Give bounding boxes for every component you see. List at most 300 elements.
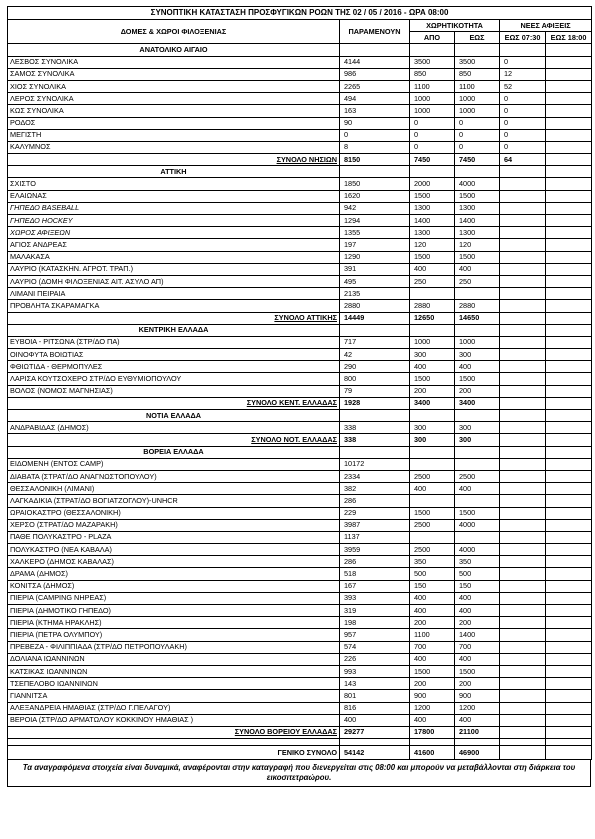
arrivals-0730-cell: 64 — [500, 154, 546, 166]
capacity-from-cell: 2500 — [410, 519, 455, 531]
arrivals-1800-cell — [546, 227, 592, 239]
grand-total-remaining: 54142 — [340, 746, 410, 760]
capacity-from-cell: 200 — [410, 678, 455, 690]
remaining-cell: 286 — [340, 495, 410, 507]
arrivals-1800-cell — [546, 312, 592, 324]
structure-name: ΔΡΑΜΑ (ΔΗΜΟΣ) — [8, 568, 340, 580]
arrivals-0730-cell: 0 — [500, 141, 546, 153]
structure-name: ΑΓΙΟΣ ΑΝΔΡΕΑΣ — [8, 239, 340, 251]
structure-name: ΣΑΜΟΣ ΣΥΝΟΛΙΚΑ — [8, 68, 340, 80]
empty-cell — [340, 324, 410, 336]
section-row — [8, 44, 592, 56]
remaining-cell: 1294 — [340, 215, 410, 227]
table-row — [8, 251, 592, 263]
capacity-from-cell: 0 — [410, 129, 455, 141]
arrivals-1800-cell — [546, 641, 592, 653]
capacity-to-cell: 120 — [455, 239, 500, 251]
table-row — [8, 495, 592, 507]
capacity-to-cell: 400 — [455, 592, 500, 604]
arrivals-0730-cell: 0 — [500, 93, 546, 105]
capacity-from-cell: 150 — [410, 580, 455, 592]
structure-name: ΠΙΕΡΙΑ (ΠΕΤΡΑ ΟΛΥΜΠΟΥ) — [8, 629, 340, 641]
table-row — [8, 190, 592, 202]
remaining-cell: 79 — [340, 385, 410, 397]
capacity-to-cell: 7450 — [455, 154, 500, 166]
subtotal-row — [8, 726, 592, 738]
spacer-row — [8, 739, 592, 746]
grand-total-arr-1800 — [546, 746, 592, 760]
empty-cell — [455, 44, 500, 56]
structure-name: ΛΑΓΚΑΔΙΚΙΑ (ΣΤΡΑΤ/ΔΟ ΒΟΓΙΑΤΖΟΓΛΟΥ)-UNHCR — [8, 495, 340, 507]
table-row — [8, 531, 592, 543]
arrivals-1800-cell — [546, 141, 592, 153]
table-row — [8, 507, 592, 519]
structure-name: ΠΙΕΡΙΑ (ΚΤΗΜΑ ΗΡΑΚΛΗΣ) — [8, 617, 340, 629]
subtotal-label: ΣΥΝΟΛΟ ΒΟΡΕΙΟΥ ΕΛΛΑΔΑΣ — [8, 726, 340, 738]
section-label: ΝΟΤΙΑ ΕΛΛΑΔΑ — [8, 410, 340, 422]
arrivals-0730-cell — [500, 300, 546, 312]
empty-cell — [340, 446, 410, 458]
arrivals-1800-cell — [546, 531, 592, 543]
arrivals-0730-cell — [500, 653, 546, 665]
capacity-to-cell: 1500 — [455, 507, 500, 519]
empty-cell — [546, 410, 592, 422]
arrivals-0730-cell — [500, 458, 546, 470]
capacity-to-cell: 1500 — [455, 373, 500, 385]
section-row — [8, 324, 592, 336]
capacity-from-cell: 17800 — [410, 726, 455, 738]
subtotal-label: ΣΥΝΟΛΟ ΝΟΤ. ΕΛΛΑΔΑΣ — [8, 434, 340, 446]
arrivals-0730-cell — [500, 483, 546, 495]
remaining-cell: 319 — [340, 605, 410, 617]
arrivals-0730-cell — [500, 641, 546, 653]
arrivals-0730-cell — [500, 190, 546, 202]
remaining-cell: 1290 — [340, 251, 410, 263]
remaining-cell: 494 — [340, 93, 410, 105]
section-row — [8, 446, 592, 458]
capacity-from-cell: 0 — [410, 141, 455, 153]
empty-cell — [410, 446, 455, 458]
empty-cell — [410, 324, 455, 336]
header-capacity: ΧΩΡΗΤΙΚΟΤΗΤΑ — [410, 20, 500, 32]
capacity-from-cell: 400 — [410, 483, 455, 495]
arrivals-0730-cell — [500, 592, 546, 604]
arrivals-1800-cell — [546, 117, 592, 129]
capacity-from-cell: 200 — [410, 617, 455, 629]
empty-cell — [340, 166, 410, 178]
section-label: ΚΕΝΤΡΙΚΗ ΕΛΛΑΔΑ — [8, 324, 340, 336]
remaining-cell: 816 — [340, 702, 410, 714]
subtotal-row — [8, 154, 592, 166]
arrivals-0730-cell — [500, 665, 546, 677]
remaining-cell: 986 — [340, 68, 410, 80]
capacity-to-cell: 300 — [455, 422, 500, 434]
grand-total-arr-0730 — [500, 746, 546, 760]
capacity-from-cell: 400 — [410, 653, 455, 665]
capacity-from-cell: 1500 — [410, 190, 455, 202]
remaining-cell: 290 — [340, 361, 410, 373]
capacity-from-cell: 120 — [410, 239, 455, 251]
empty-cell — [455, 410, 500, 422]
structure-name: ΕΛΑΙΩΝΑΣ — [8, 190, 340, 202]
table-row — [8, 702, 592, 714]
table-row — [8, 80, 592, 92]
arrivals-0730-cell — [500, 349, 546, 361]
table-row — [8, 592, 592, 604]
capacity-from-cell: 400 — [410, 605, 455, 617]
summary-table — [7, 6, 592, 760]
remaining-cell: 1355 — [340, 227, 410, 239]
table-row — [8, 653, 592, 665]
capacity-from-cell — [410, 495, 455, 507]
arrivals-0730-cell — [500, 507, 546, 519]
structure-name: ΠΡΕΒΕΖΑ - ΦΙΛΙΠΠΙΑΔΑ (ΣΤΡ/ΔΟ ΠΕΤΡΟΠΟΥΛΑΚΗ) — [8, 641, 340, 653]
capacity-to-cell: 1000 — [455, 93, 500, 105]
table-row — [8, 263, 592, 275]
arrivals-1800-cell — [546, 105, 592, 117]
capacity-to-cell — [455, 288, 500, 300]
arrivals-1800-cell — [546, 678, 592, 690]
capacity-to-cell: 2500 — [455, 470, 500, 482]
table-row — [8, 544, 592, 556]
table-row — [8, 556, 592, 568]
remaining-cell: 198 — [340, 617, 410, 629]
remaining-cell: 2334 — [340, 470, 410, 482]
capacity-to-cell: 150 — [455, 580, 500, 592]
arrivals-0730-cell — [500, 227, 546, 239]
capacity-to-cell: 1000 — [455, 105, 500, 117]
table-row — [8, 202, 592, 214]
section-row — [8, 166, 592, 178]
capacity-to-cell: 3400 — [455, 397, 500, 409]
empty-cell — [455, 166, 500, 178]
capacity-to-cell: 14650 — [455, 312, 500, 324]
capacity-to-cell: 4000 — [455, 519, 500, 531]
table-row — [8, 580, 592, 592]
remaining-cell: 163 — [340, 105, 410, 117]
empty-cell — [410, 410, 455, 422]
arrivals-0730-cell — [500, 702, 546, 714]
subtotal-label: ΣΥΝΟΛΟ ΝΗΣΙΩΝ — [8, 154, 340, 166]
arrivals-0730-cell — [500, 336, 546, 348]
table-row — [8, 678, 592, 690]
arrivals-1800-cell — [546, 397, 592, 409]
remaining-cell: 8150 — [340, 154, 410, 166]
structure-name: ΚΩΣ ΣΥΝΟΛΙΚΑ — [8, 105, 340, 117]
arrivals-0730-cell — [500, 568, 546, 580]
arrivals-0730-cell — [500, 397, 546, 409]
arrivals-0730-cell — [500, 617, 546, 629]
capacity-to-cell: 1200 — [455, 702, 500, 714]
subtotal-label: ΣΥΝΟΛΟ ΑΤΤΙΚΗΣ — [8, 312, 340, 324]
table-row — [8, 349, 592, 361]
remaining-cell: 382 — [340, 483, 410, 495]
arrivals-1800-cell — [546, 361, 592, 373]
remaining-cell: 338 — [340, 422, 410, 434]
arrivals-0730-cell: 0 — [500, 117, 546, 129]
header-capacity-to: ΕΩΣ — [455, 32, 500, 44]
remaining-cell: 942 — [340, 202, 410, 214]
empty-cell — [500, 410, 546, 422]
subtotal-row — [8, 312, 592, 324]
capacity-to-cell: 0 — [455, 141, 500, 153]
table-row — [8, 568, 592, 580]
arrivals-1800-cell — [546, 56, 592, 68]
arrivals-0730-cell — [500, 605, 546, 617]
remaining-cell: 90 — [340, 117, 410, 129]
capacity-from-cell: 2000 — [410, 178, 455, 190]
arrivals-0730-cell — [500, 251, 546, 263]
arrivals-0730-cell — [500, 288, 546, 300]
empty-cell — [455, 324, 500, 336]
capacity-to-cell — [455, 531, 500, 543]
section-label: ΑΤΤΙΚΗ — [8, 166, 340, 178]
capacity-to-cell: 4000 — [455, 544, 500, 556]
table-row — [8, 519, 592, 531]
structure-name: ΚΑΤΣΙΚΑΣ ΙΩΑΝΝΙΝΩΝ — [8, 665, 340, 677]
capacity-from-cell: 1300 — [410, 202, 455, 214]
capacity-to-cell: 1500 — [455, 665, 500, 677]
arrivals-0730-cell — [500, 690, 546, 702]
arrivals-1800-cell — [546, 300, 592, 312]
arrivals-0730-cell — [500, 519, 546, 531]
remaining-cell: 143 — [340, 678, 410, 690]
empty-cell — [340, 44, 410, 56]
table-row — [8, 617, 592, 629]
arrivals-0730-cell — [500, 531, 546, 543]
table-row — [8, 714, 592, 726]
capacity-from-cell: 400 — [410, 592, 455, 604]
capacity-from-cell: 2500 — [410, 470, 455, 482]
structure-name: ΔΟΛΙΑΝΑ ΙΩΑΝΝΙΝΩΝ — [8, 653, 340, 665]
subtotal-row — [8, 397, 592, 409]
empty-cell — [340, 410, 410, 422]
remaining-cell: 42 — [340, 349, 410, 361]
capacity-to-cell: 1000 — [455, 336, 500, 348]
table-row — [8, 422, 592, 434]
remaining-cell: 717 — [340, 336, 410, 348]
table-row — [8, 215, 592, 227]
remaining-cell: 993 — [340, 665, 410, 677]
structure-name: ΛΑΥΡΙΟ (ΔΟΜΗ ΦΙΛΟΞΕΝΙΑΣ ΑΙΤ. ΑΣΥΛΟ ΑΠ) — [8, 275, 340, 287]
structure-name: ΜΕΓΙΣΤΗ — [8, 129, 340, 141]
capacity-to-cell: 1500 — [455, 190, 500, 202]
table-row — [8, 68, 592, 80]
structure-name: ΕΥΒΟΙΑ - ΡΙΤΣΩΝΑ (ΣΤΡ/ΔΟ ΠΑ) — [8, 336, 340, 348]
arrivals-1800-cell — [546, 373, 592, 385]
arrivals-1800-cell — [546, 617, 592, 629]
capacity-from-cell: 900 — [410, 690, 455, 702]
capacity-from-cell: 1100 — [410, 80, 455, 92]
arrivals-1800-cell — [546, 605, 592, 617]
capacity-to-cell: 400 — [455, 605, 500, 617]
table-row — [8, 300, 592, 312]
table-body — [8, 44, 592, 739]
table-row — [8, 385, 592, 397]
title-row — [8, 7, 592, 20]
remaining-cell: 1928 — [340, 397, 410, 409]
table-row — [8, 275, 592, 287]
empty-cell — [410, 166, 455, 178]
empty-cell — [546, 446, 592, 458]
arrivals-1800-cell — [546, 178, 592, 190]
arrivals-0730-cell — [500, 215, 546, 227]
capacity-from-cell: 1500 — [410, 373, 455, 385]
empty-cell — [500, 44, 546, 56]
arrivals-1800-cell — [546, 239, 592, 251]
arrivals-1800-cell — [546, 665, 592, 677]
structure-name: ΧΕΡΣΟ (ΣΤΡΑΤ/ΔΟ ΜΑΖΑΡΑΚΗ) — [8, 519, 340, 531]
capacity-from-cell: 1100 — [410, 629, 455, 641]
capacity-to-cell: 350 — [455, 556, 500, 568]
capacity-to-cell: 4000 — [455, 178, 500, 190]
structure-name: ΠΡΟΒΛΗΤΑ ΣΚΑΡΑΜΑΓΚΑ — [8, 300, 340, 312]
structure-name: ΛΕΣΒΟΣ ΣΥΝΟΛΙΚΑ — [8, 56, 340, 68]
arrivals-1800-cell — [546, 68, 592, 80]
remaining-cell: 2135 — [340, 288, 410, 300]
arrivals-0730-cell — [500, 263, 546, 275]
capacity-to-cell: 0 — [455, 117, 500, 129]
capacity-to-cell: 1300 — [455, 227, 500, 239]
arrivals-0730-cell — [500, 544, 546, 556]
arrivals-1800-cell — [546, 336, 592, 348]
arrivals-1800-cell — [546, 568, 592, 580]
arrivals-1800-cell — [546, 507, 592, 519]
arrivals-0730-cell: 12 — [500, 68, 546, 80]
table-row — [8, 336, 592, 348]
arrivals-1800-cell — [546, 483, 592, 495]
section-row — [8, 410, 592, 422]
capacity-to-cell: 1100 — [455, 80, 500, 92]
arrivals-0730-cell — [500, 726, 546, 738]
capacity-to-cell: 1500 — [455, 251, 500, 263]
arrivals-1800-cell — [546, 288, 592, 300]
capacity-from-cell — [410, 458, 455, 470]
header-new-arrivals: ΝΕΕΣ ΑΦΙΞΕΙΣ — [500, 20, 592, 32]
structure-name: ΟΙΝΟΦΥΤΑ ΒΟΙΩΤΙΑΣ — [8, 349, 340, 361]
empty-cell — [500, 446, 546, 458]
remaining-cell: 10172 — [340, 458, 410, 470]
remaining-cell: 801 — [340, 690, 410, 702]
capacity-to-cell: 2880 — [455, 300, 500, 312]
arrivals-1800-cell — [546, 93, 592, 105]
header-arrivals-0730: ΕΩΣ 07:30 — [500, 32, 546, 44]
capacity-from-cell: 400 — [410, 361, 455, 373]
capacity-to-cell: 300 — [455, 434, 500, 446]
arrivals-0730-cell — [500, 434, 546, 446]
arrivals-1800-cell — [546, 434, 592, 446]
arrivals-0730-cell — [500, 470, 546, 482]
capacity-to-cell: 700 — [455, 641, 500, 653]
table-row — [8, 239, 592, 251]
grand-total-cap-to: 46900 — [455, 746, 500, 760]
structure-name: ΛΑΡΙΣΑ ΚΟΥΤΣΟΧΕΡΟ ΣΤΡ/ΔΟ ΕΥΘΥΜΙΟΠΟΥΛΟΥ — [8, 373, 340, 385]
remaining-cell: 574 — [340, 641, 410, 653]
remaining-cell: 2880 — [340, 300, 410, 312]
structure-name: ΧΩΡΟΣ ΑΦΙΞΕΩΝ — [8, 227, 340, 239]
capacity-from-cell — [410, 288, 455, 300]
subtotal-row — [8, 434, 592, 446]
capacity-from-cell: 400 — [410, 263, 455, 275]
table-row — [8, 665, 592, 677]
header-arrivals-1800: ΕΩΣ 18:00 — [546, 32, 592, 44]
table-row — [8, 361, 592, 373]
structure-name: ΑΝΔΡΑΒΙΔΑΣ (ΔΗΜΟΣ) — [8, 422, 340, 434]
arrivals-1800-cell — [546, 190, 592, 202]
structure-name: ΓΙΑΝΝΙΤΣΑ — [8, 690, 340, 702]
arrivals-0730-cell — [500, 629, 546, 641]
remaining-cell: 286 — [340, 556, 410, 568]
capacity-to-cell: 400 — [455, 263, 500, 275]
capacity-to-cell: 21100 — [455, 726, 500, 738]
remaining-cell: 2265 — [340, 80, 410, 92]
structure-name: ΛΙΜΑΝΙ ΠΕΙΡΑΙΑ — [8, 288, 340, 300]
remaining-cell: 800 — [340, 373, 410, 385]
remaining-cell: 167 — [340, 580, 410, 592]
remaining-cell: 518 — [340, 568, 410, 580]
structure-name: ΔΙΑΒΑΤΑ (ΣΤΡΑΤ/ΔΟ ΑΝΑΓΝΩΣΤΟΠΟΥΛΟΥ) — [8, 470, 340, 482]
capacity-from-cell: 3500 — [410, 56, 455, 68]
structure-name: ΒΟΛΟΣ (ΝΟΜΟΣ ΜΑΓΝΗΣΙΑΣ) — [8, 385, 340, 397]
arrivals-0730-cell — [500, 178, 546, 190]
remaining-cell: 495 — [340, 275, 410, 287]
arrivals-1800-cell — [546, 726, 592, 738]
table-row — [8, 93, 592, 105]
structure-name: ΚΑΛΥΜΝΟΣ — [8, 141, 340, 153]
arrivals-0730-cell — [500, 678, 546, 690]
remaining-cell: 8 — [340, 141, 410, 153]
structure-name: ΑΛΕΞΑΝΔΡΕΙΑ ΗΜΑΘΙΑΣ (ΣΤΡ/ΔΟ Γ.ΠΕΛΑΓΟΥ) — [8, 702, 340, 714]
capacity-from-cell: 2880 — [410, 300, 455, 312]
arrivals-1800-cell — [546, 385, 592, 397]
section-label: ΑΝΑΤΟΛΙΚΟ ΑΙΓΑΙΟ — [8, 44, 340, 56]
capacity-from-cell: 1500 — [410, 251, 455, 263]
arrivals-1800-cell — [546, 251, 592, 263]
capacity-to-cell: 1400 — [455, 215, 500, 227]
arrivals-1800-cell — [546, 714, 592, 726]
header-structures: ΔΟΜΕΣ & ΧΩΡΟΙ ΦΙΛΟΞΕΝΙΑΣ — [8, 20, 340, 44]
structure-name: ΛΑΥΡΙΟ (ΚΑΤΑΣΚΗΝ. ΑΓΡΟΤ. ΤΡΑΠ.) — [8, 263, 340, 275]
remaining-cell: 338 — [340, 434, 410, 446]
arrivals-1800-cell — [546, 544, 592, 556]
capacity-from-cell: 700 — [410, 641, 455, 653]
table-row — [8, 641, 592, 653]
arrivals-0730-cell — [500, 202, 546, 214]
capacity-to-cell: 250 — [455, 275, 500, 287]
remaining-cell: 197 — [340, 239, 410, 251]
grand-total-row — [8, 746, 592, 760]
capacity-from-cell: 1300 — [410, 227, 455, 239]
structure-name: ΛΕΡΟΣ ΣΥΝΟΛΙΚΑ — [8, 93, 340, 105]
capacity-to-cell: 900 — [455, 690, 500, 702]
table-row — [8, 178, 592, 190]
table-row — [8, 117, 592, 129]
section-label: ΒΟΡΕΙΑ ΕΛΛΑΔΑ — [8, 446, 340, 458]
capacity-to-cell: 300 — [455, 349, 500, 361]
table-row — [8, 227, 592, 239]
arrivals-1800-cell — [546, 690, 592, 702]
table-row — [8, 605, 592, 617]
remaining-cell: 0 — [340, 129, 410, 141]
capacity-from-cell: 300 — [410, 349, 455, 361]
table-row — [8, 690, 592, 702]
table-row — [8, 141, 592, 153]
arrivals-0730-cell — [500, 239, 546, 251]
arrivals-1800-cell — [546, 653, 592, 665]
remaining-cell: 4144 — [340, 56, 410, 68]
structure-name: ΩΡΑΙΟΚΑΣΤΡΟ (ΘΕΣΣΑΛΟΝΙΚΗ) — [8, 507, 340, 519]
arrivals-1800-cell — [546, 349, 592, 361]
